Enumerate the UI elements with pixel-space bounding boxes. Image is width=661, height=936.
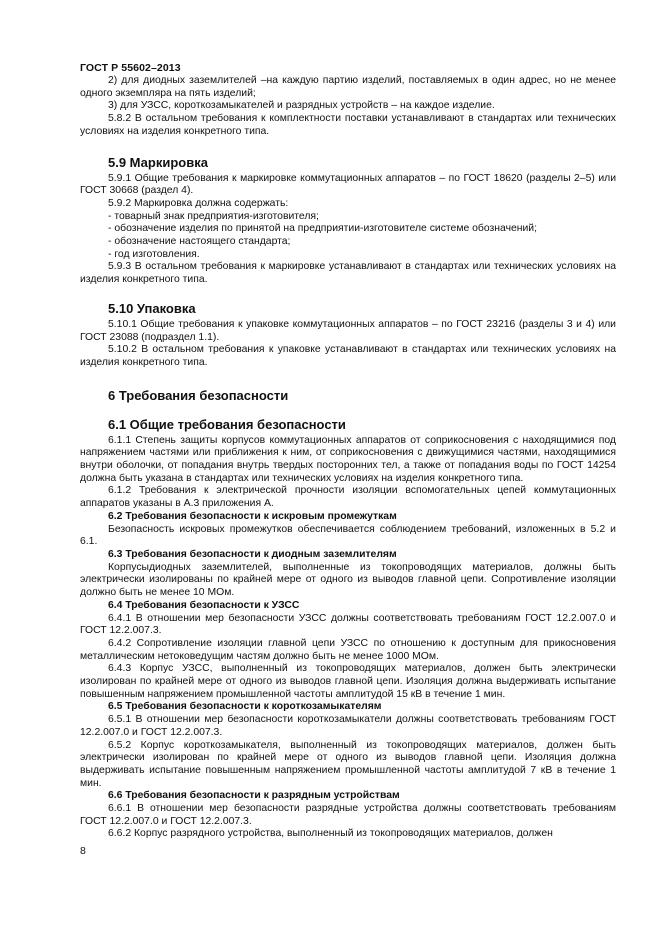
clause-heading: 6.6 Требования безопасности к разрядным устройствам — [108, 790, 400, 802]
paragraph: - обозначение изделия по принятой на предприятии-изготовителе системе обозначений; — [108, 223, 537, 235]
document-header: ГОСТ Р 55602–2013 — [80, 62, 181, 74]
paragraph: - обозначение настоящего стандарта; — [108, 236, 291, 248]
paragraph: 6.4.3 Корпус УЗСС, выполненный из токопроводящих материалов, должен быть электрически изолирован по крайней мере от одного из выводов главной цепи. Изоляция должна выдерживать испытание повышенным напряжением промышленной частоты амплитудой 15 кВ в течение 1 мин. — [80, 663, 616, 700]
page-number: 8 — [80, 845, 86, 857]
paragraph: 6.6.1 В отношении мер безопасности разрядные устройства должны соответствовать требованиям ГОСТ 12.2.007.0 и ГОСТ 12.2.007.3. — [80, 803, 616, 827]
paragraph: 5.9.1 Общие требования к маркировке коммутационных аппаратов – по ГОСТ 18620 (разделы 2–5) или ГОСТ 30668 (раздел 4). — [80, 172, 616, 197]
paragraph: 6.5.2 Корпус короткозамыкателя, выполненный из токопроводящих материалов, должен быть электрически изолирован по крайней мере от одного из выводов главной цепи. Изоляция должна выдерживать испытание повышенным напряжением промышленной частоты амплитудой 7 кВ в течение 1 мин. — [80, 739, 616, 789]
paragraph: 5.10.1 Общие требования к упаковке коммутационных аппаратов – по ГОСТ 23216 (разделы 3 и 4) или ГОСТ 23088 (подраздел 1.1). — [80, 318, 616, 343]
paragraph: 6.5.1 В отношении мер безопасности короткозамыкатели должны соответствовать требованиям ГОСТ 12.2.007.0 и ГОСТ 12.2.007.3. — [80, 714, 616, 738]
clause-heading: 6.3 Требования безопасности к диодным заземлителям — [108, 548, 397, 560]
paragraph: 6.6.2 Корпус разрядного устройства, выполненный из токопроводящих материалов, должен — [108, 828, 553, 840]
clause-heading: 6.2 Требования безопасности к искровым промежуткам — [108, 510, 397, 522]
paragraph: - год изготовления. — [108, 248, 200, 260]
paragraph: 5.9.2 Маркировка должна содержать: — [108, 197, 289, 209]
paragraph: Корпусыдиодных заземлителей, выполненные из токопроводящих материалов, должны быть электрически изолированы по крайней мере от одного из выводов главной цепи. Сопротивление изоляции должно быть не менее 10 МОм. — [80, 561, 616, 599]
paragraph: 6.1.1 Степень защиты корпусов коммутационных аппаратов от соприкосновения с находящимися под напряжением частями или приближения к ним, от соприкосновения с движущимися частями, находящимися внутри оболочки, от попадания внутрь твердых посторонних тел, а также от попадания воды по ГОСТ 14254 должна быть указана в стандартах или технических условиях на изделия конкретного типа. — [80, 434, 616, 484]
paragraph: 6.4.2 Сопротивление изоляции главной цепи УЗСС по отношению к доступным для прикосновения металлическим нетоковедущим частям должно быть не менее 1000 МОм. — [80, 637, 616, 662]
paragraph: 6.1.2 Требования к электрической прочности изоляции вспомогательных цепей коммутационных аппаратов указаны в А.3 приложения А. — [80, 485, 616, 510]
paragraph: 6.4.1 В отношении мер безопасности УЗСС должны соответствовать требованиям ГОСТ 12.2.007.0 и ГОСТ 12.2.007.3. — [80, 612, 616, 637]
paragraph: 5.10.2 В остальном требования к упаковке устанавливают в стандартах или технических условиях на изделия конкретного типа. — [80, 344, 616, 368]
paragraph: Безопасность искровых промежутков обеспечивается соблюдением требований, изложенных в 5.2 и 6.1. — [80, 523, 616, 548]
clause-heading: 6.4 Требования безопасности к УЗСС — [108, 599, 300, 611]
subsection-heading: 5.10 Упаковка — [108, 300, 196, 316]
paragraph: 5.9.3 В остальном требования к маркировке устанавливают в стандартах или технических условиях на изделия конкретного типа. — [80, 261, 616, 286]
document-body — [80, 75, 616, 841]
paragraph: 2) для диодных заземлителей –на каждую партию изделий, поставляемых в один адрес, но не менее одного экземпляра на пять изделий; — [80, 75, 616, 99]
subsection-heading: 5.9 Маркировка — [108, 154, 208, 170]
paragraph: 5.8.2 В остальном требования к комплектности поставки устанавливают в стандартах или технических условиях на изделия конкретного типа. — [80, 113, 616, 137]
paragraph: - товарный знак предприятия-изготовителя; — [108, 210, 319, 222]
subsection-heading: 6.1 Общие требования безопасности — [108, 416, 346, 432]
clause-heading: 6.5 Требования безопасности к короткозамыкателям — [108, 701, 382, 713]
paragraph: 3) для УЗСС, короткозамыкателей и разрядных устройств – на каждое изделие. — [108, 100, 495, 112]
section-heading: 6 Требования безопасности — [108, 387, 289, 403]
